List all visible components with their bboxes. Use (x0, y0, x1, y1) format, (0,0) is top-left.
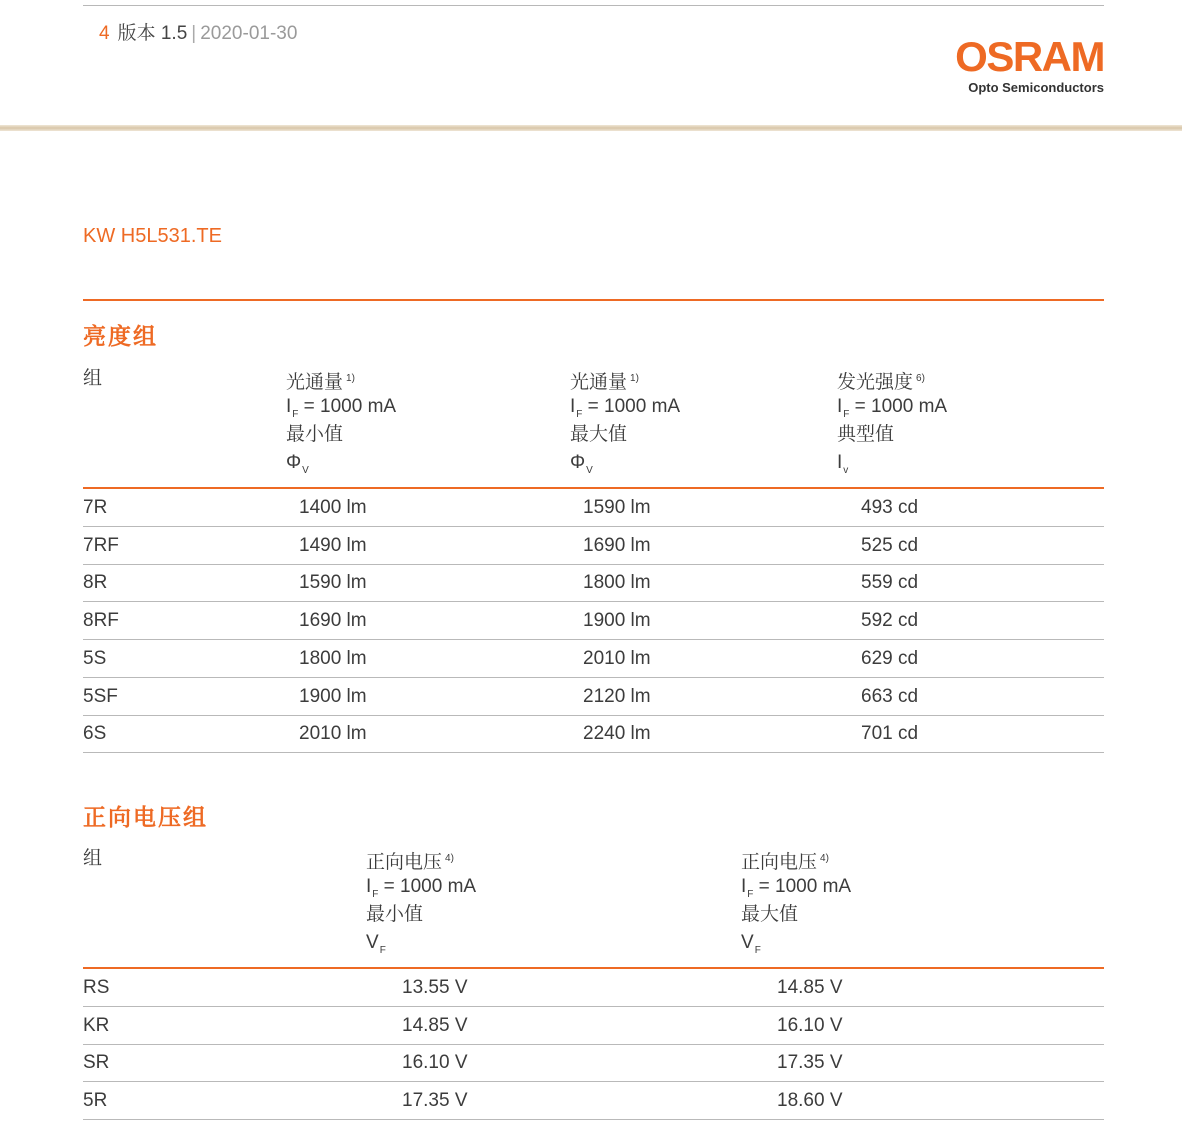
footnote-marker: 6) (916, 373, 925, 384)
brightness-cell-1: 1590 lm (299, 572, 367, 594)
header-text: = 1000 mA (378, 876, 477, 897)
header-text: I (837, 396, 843, 417)
header-text: = 1000 mA (298, 396, 397, 417)
brightness-cell-3: 629 cd (861, 647, 919, 669)
table-row (83, 1044, 1104, 1082)
voltage-cell-1: 17.35 V (402, 1090, 468, 1112)
voltage-header-line (366, 901, 476, 929)
table-row (83, 678, 1104, 716)
voltage-header-line (741, 845, 851, 873)
brightness-cell-0: 5S (83, 647, 107, 669)
subscript: F (292, 409, 299, 420)
brightness-cell-3: 525 cd (861, 534, 919, 556)
voltage-cell-0: 5R (83, 1090, 108, 1112)
meta-separator: | (191, 23, 197, 44)
brightness-cell-3: 559 cd (861, 572, 919, 594)
release-date: 2020-01-30 (200, 23, 298, 44)
header-text: 典型值 (837, 424, 895, 445)
brightness-header-line (286, 421, 396, 449)
brightness-cell-2: 2240 lm (583, 723, 651, 745)
brightness-header-col-0 (83, 365, 102, 393)
voltage-header-line (366, 845, 476, 873)
header-text: I (286, 396, 292, 417)
brightness-cell-2: 1690 lm (583, 534, 651, 556)
voltage-cell-0: RS (83, 977, 110, 998)
voltage-cell-0: SR (83, 1052, 110, 1074)
table-row (83, 715, 1104, 753)
table-row (83, 527, 1104, 565)
voltage-header-line (741, 873, 851, 901)
voltage-header-line (366, 929, 476, 957)
brightness-cell-2: 1800 lm (583, 572, 651, 594)
footnote-marker: 1) (630, 373, 639, 384)
brightness-header-line (570, 393, 680, 421)
voltage-cell-1: 13.55 V (402, 977, 468, 998)
table-row (83, 564, 1104, 602)
brightness-header-col-3 (837, 365, 947, 477)
logo-wordmark: OSRAM (955, 33, 1104, 80)
header-text: 最大值 (741, 904, 799, 925)
subscript: F (372, 889, 379, 900)
footnote-marker: 4) (820, 853, 829, 864)
table-row (83, 1007, 1104, 1045)
brightness-header-col-1 (286, 365, 396, 477)
subscript: F (747, 889, 754, 900)
footnote-marker: 1) (346, 373, 355, 384)
product-name: KW H5L531.TE (83, 225, 222, 247)
logo-subtitle: Opto Semiconductors (968, 80, 1104, 95)
brightness-header-col-2 (570, 365, 680, 477)
voltage-cell-2: 14.85 V (777, 977, 843, 998)
voltage-header-col-0 (83, 845, 102, 873)
voltage-cell-2: 18.60 V (777, 1090, 843, 1112)
voltage-cell-1: 14.85 V (402, 1014, 468, 1036)
brightness-cell-0: 8RF (83, 610, 119, 632)
header-text: I (570, 396, 576, 417)
header-text: 最小值 (286, 424, 344, 445)
brightness-cell-1: 1490 lm (299, 534, 367, 556)
brightness-cell-0: 8R (83, 572, 108, 594)
brightness-header-line (837, 421, 947, 449)
voltage-header-col-2 (741, 845, 851, 957)
brightness-cell-3: 592 cd (861, 610, 919, 632)
brightness-header-line (837, 449, 947, 477)
header-text: 正向电压 (366, 852, 443, 873)
header-text: = 1000 mA (582, 396, 681, 417)
brightness-cell-0: 5SF (83, 685, 118, 707)
table-row (83, 969, 1104, 1007)
header-text: Φ (286, 452, 302, 473)
version-label: 版本 1.5 (117, 23, 188, 44)
section-divider (83, 299, 1104, 301)
brightness-cell-2: 2120 lm (583, 685, 651, 707)
brightness-header-line (570, 365, 680, 393)
subscript: V (586, 465, 593, 476)
header-text: 组 (83, 848, 103, 869)
brightness-cell-2: 1900 lm (583, 610, 651, 632)
brightness-cell-3: 701 cd (861, 723, 919, 745)
header-text: 最小值 (366, 904, 424, 925)
brightness-cell-1: 2010 lm (299, 723, 367, 745)
brightness-header-line (83, 365, 102, 393)
brightness-header-line (570, 421, 680, 449)
subscript: F (379, 945, 386, 956)
brightness-cell-1: 1690 lm (299, 610, 367, 632)
brightness-cell-1: 1400 lm (299, 497, 367, 518)
brightness-cell-0: 7R (83, 497, 108, 518)
voltage-cell-2: 17.35 V (777, 1052, 843, 1074)
subscript: V (302, 465, 309, 476)
voltage-header-line (741, 901, 851, 929)
brightness-section-title: 亮度组 (83, 323, 158, 349)
subscript: F (576, 409, 583, 420)
table-row (83, 1082, 1104, 1120)
subscript: F (843, 409, 850, 420)
header-text: V (366, 932, 379, 953)
footnote-marker: 4) (445, 853, 454, 864)
page-meta (99, 22, 297, 46)
voltage-section-title: 正向电压组 (83, 804, 208, 830)
header-text: 组 (83, 368, 103, 389)
voltage-header-line (741, 929, 851, 957)
header-text: I (837, 452, 843, 473)
brightness-header-line (286, 449, 396, 477)
subscript: v (843, 465, 849, 476)
osram-logo (955, 33, 1104, 96)
brightness-cell-2: 1590 lm (583, 497, 651, 518)
header-text: Φ (570, 452, 586, 473)
header-text: 发光强度 (837, 372, 914, 393)
header-text: 最大值 (570, 424, 628, 445)
header-text: 光通量 (286, 372, 344, 393)
table-row (83, 602, 1104, 640)
header-band (0, 125, 1182, 131)
voltage-cell-2: 16.10 V (777, 1014, 843, 1036)
voltage-cell-0: KR (83, 1014, 110, 1036)
brightness-cell-1: 1900 lm (299, 685, 367, 707)
voltage-header-col-1 (366, 845, 476, 957)
brightness-cell-3: 493 cd (861, 497, 919, 518)
voltage-header-line (366, 873, 476, 901)
brightness-cell-0: 7RF (83, 534, 119, 556)
table-row (83, 640, 1104, 678)
brightness-cell-3: 663 cd (861, 685, 919, 707)
header-text: I (741, 876, 747, 897)
brightness-header-line (837, 365, 947, 393)
brightness-header-line (570, 449, 680, 477)
table-row (83, 489, 1104, 527)
brightness-header-line (837, 393, 947, 421)
brightness-cell-1: 1800 lm (299, 647, 367, 669)
header-text: V (741, 932, 754, 953)
brightness-cell-2: 2010 lm (583, 647, 651, 669)
brightness-header-line (286, 365, 396, 393)
header-text: I (366, 876, 372, 897)
voltage-cell-1: 16.10 V (402, 1052, 468, 1074)
header-text: 光通量 (570, 372, 628, 393)
header-text: = 1000 mA (849, 396, 948, 417)
header-text: 正向电压 (741, 852, 818, 873)
brightness-header-line (286, 393, 396, 421)
page-number: 4 (99, 23, 110, 44)
brightness-cell-0: 6S (83, 723, 107, 745)
top-rule (83, 5, 1104, 6)
subscript: F (754, 945, 761, 956)
header-text: = 1000 mA (753, 876, 852, 897)
voltage-header-line (83, 845, 102, 873)
